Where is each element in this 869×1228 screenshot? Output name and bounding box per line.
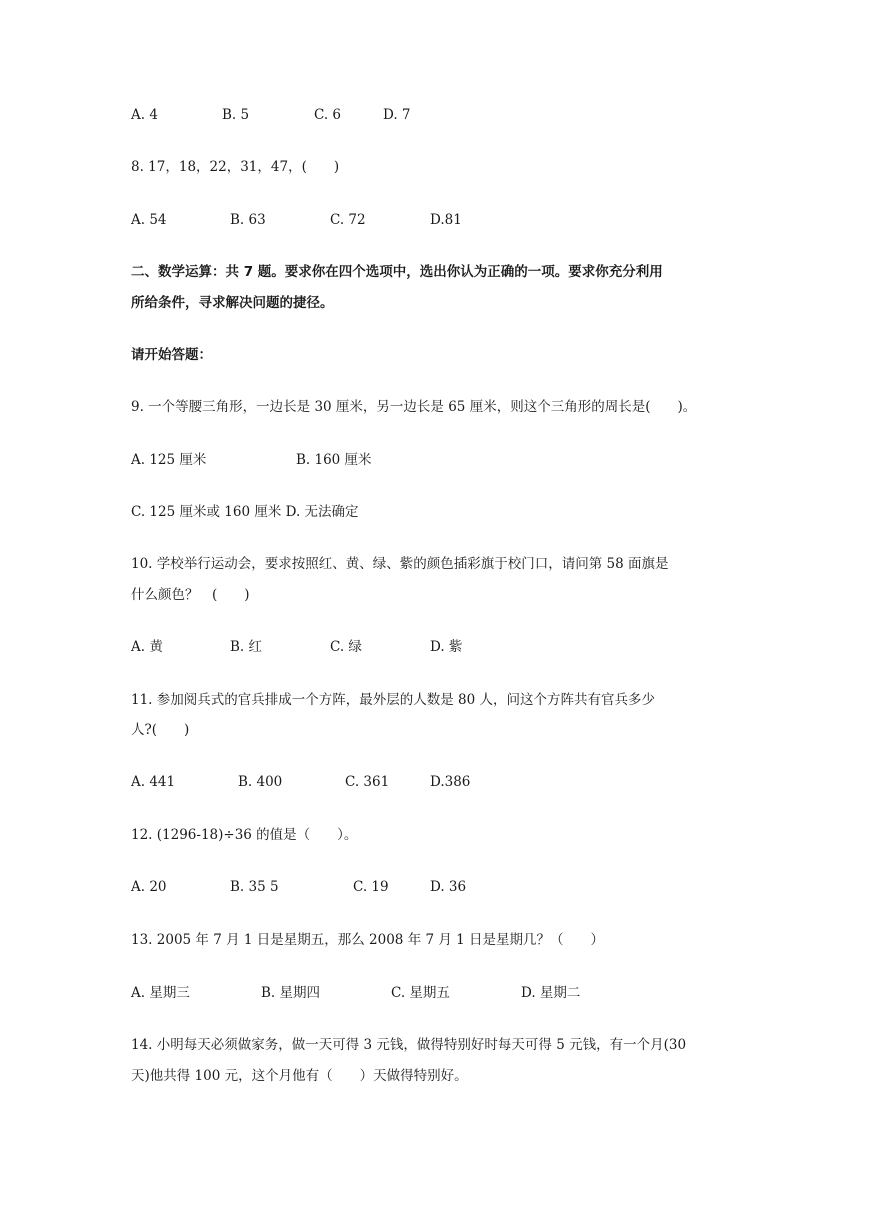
option-a: A. 125 厘米	[131, 452, 207, 468]
option-d: D.386	[430, 774, 471, 790]
q9-options-row2: C. 125 厘米或 160 厘米 D. 无法确定	[131, 504, 359, 520]
option-d: D. 7	[383, 107, 411, 123]
option-b: B. 160 厘米	[296, 452, 372, 468]
option-c: C. 6	[314, 107, 342, 123]
option-c: C. 星期五	[391, 985, 450, 1001]
q8-stem: 8. 17，18，22，31，47，( )	[131, 159, 340, 175]
option-a: A. 黄	[131, 639, 163, 655]
q9-stem: 9. 一个等腰三角形，一边长是 30 厘米，另一边长是 65 厘米，则这个三角形的周长是( )。	[131, 399, 697, 415]
q13-stem: 13. 2005 年 7 月 1 日是星期五，那么 2008 年 7 月 1 日是星期几？（ ）	[131, 932, 605, 948]
q12-stem: 12. (1296-18)÷36 的值是（ ）。	[131, 827, 358, 843]
q14-stem-line1: 14. 小明每天必须做家务，做一天可得 3 元钱，做得特别好时每天可得 5 元钱，有一个月(30	[131, 1037, 687, 1053]
option-a: A. 4	[131, 107, 158, 123]
option-a: A. 54	[131, 212, 167, 228]
option-d: D. 36	[430, 879, 467, 895]
option-a: A. 星期三	[131, 985, 190, 1001]
option-c: C. 绿	[330, 639, 362, 655]
section-heading-line1: 二、数学运算：共 7 题。要求你在四个选项中，选出你认为正确的一项。要求你充分利用	[131, 264, 663, 280]
section-heading-line2: 所给条件，寻求解决问题的捷径。	[131, 295, 334, 311]
option-c: C. 19	[353, 879, 389, 895]
option-b: B. 红	[230, 639, 263, 655]
option-a: A. 441	[131, 774, 176, 790]
q10-stem-line1: 10. 学校举行运动会，要求按照红、黄、绿、紫的颜色插彩旗于校门口，请问第 58 面旗是	[131, 556, 669, 572]
q11-stem-line2: 人?( )	[131, 722, 190, 738]
start-instruction: 请开始答题：	[131, 347, 212, 363]
q11-stem-line1: 11. 参加阅兵式的官兵排成一个方阵，最外层的人数是 80 人，问这个方阵共有官兵多少	[131, 692, 656, 708]
q14-stem-line2: 天)他共得 100 元，这个月他有（ ）天做得特别好。	[131, 1068, 468, 1084]
option-b: B. 400	[238, 774, 283, 790]
option-b: B. 35 5	[230, 879, 279, 895]
q10-stem-line2: 什么颜色？ ( )	[131, 587, 250, 603]
option-a: A. 20	[131, 879, 167, 895]
option-d: D.81	[430, 212, 462, 228]
option-b: B. 63	[230, 212, 266, 228]
option-d: D. 紫	[430, 639, 463, 655]
option-b: B. 星期四	[261, 985, 321, 1001]
option-c: C. 361	[345, 774, 390, 790]
option-c: C. 72	[330, 212, 366, 228]
option-b: B. 5	[222, 107, 250, 123]
option-d: D. 星期二	[521, 985, 581, 1001]
